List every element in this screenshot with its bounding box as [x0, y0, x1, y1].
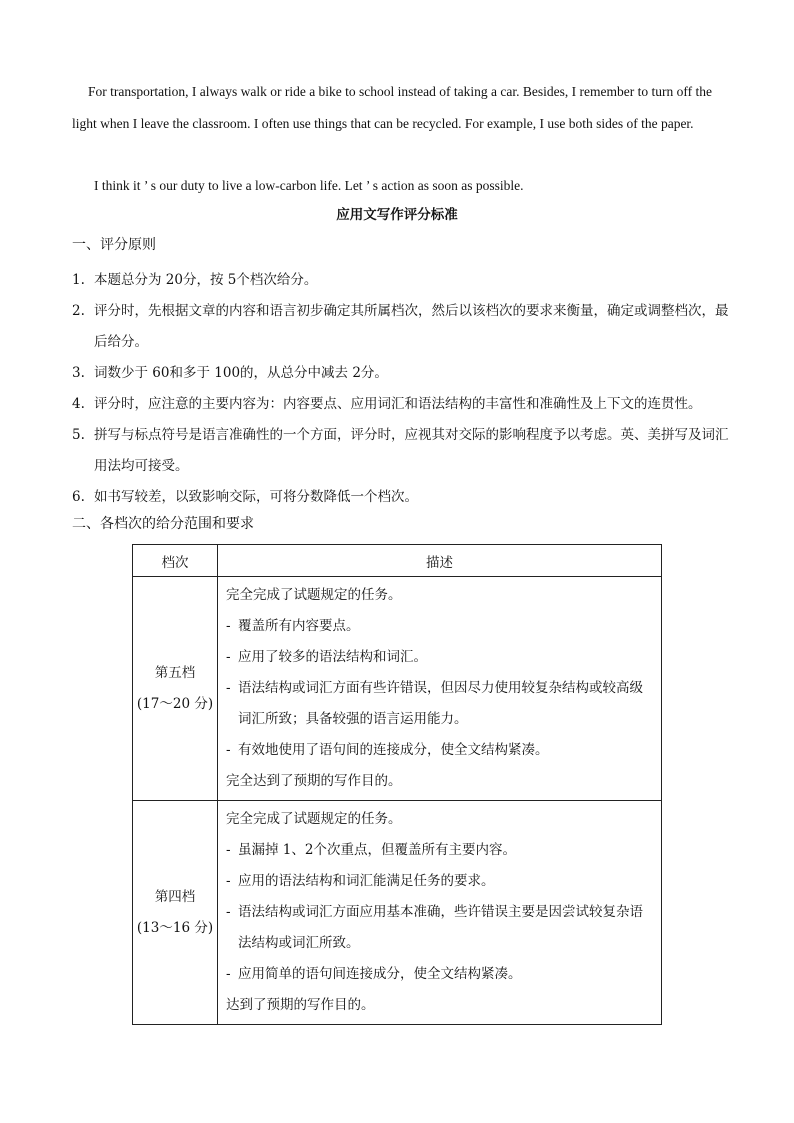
level-range: (17～20 分) — [136, 695, 214, 712]
essay-paragraph-1: For transportation, I always walk or ride a bike to school instead of taking a car. Besides, I remember to turn off the light when I leave the classroom. I often use things that can be recycled. For example, I use both sides of the paper. — [72, 84, 712, 131]
header-description: 描述 — [218, 545, 662, 577]
table-row — [133, 577, 662, 801]
level-range: (13～16 分) — [136, 919, 214, 936]
description-cell — [218, 577, 662, 801]
document-title: 应用文写作评分标准 — [336, 207, 458, 223]
list-item: 6. 如书写较差，以致影响交际，可将分数降低一个档次。 — [72, 489, 418, 505]
list-item: 4. 评分时，应注意的主要内容为：内容要点、应用词汇和语法结构的丰富性和准确性及上下文的连贯性。 — [72, 396, 702, 412]
scoring-principles-list — [72, 265, 732, 513]
description-bullet: - 应用的语法结构和词汇能满足任务的要求。 — [226, 873, 495, 889]
table-header-row — [133, 545, 662, 577]
essay-paragraph-2: I think it ’ s our duty to live a low-carbon life. Let ’ s action as soon as possible. — [94, 178, 524, 193]
description-cell — [218, 801, 662, 1025]
description-bullet: - 语法结构或词汇方面有些许错误，但因尽力使用较复杂结构或较高级词汇所致；具备较强的语言运用能力。 — [226, 680, 643, 727]
description-bullet: - 应用了较多的语法结构和词汇。 — [226, 649, 427, 665]
list-item: 2. 评分时，先根据文章的内容和语言初步确定其所属档次，然后以该档次的要求来衡量，确定或调整档次，最后给分。 — [72, 303, 729, 350]
list-item: 3. 词数少于 60和多于 100的，从总分中减去 2分。 — [72, 365, 388, 381]
description-bullet: - 覆盖所有内容要点。 — [226, 618, 360, 634]
description-outro: 达到了预期的写作目的。 — [226, 997, 375, 1013]
description-bullet: - 有效地使用了语句间的连接成分，使全文结构紧凑。 — [226, 742, 549, 758]
section-1-heading: 一、评分原则 — [72, 237, 156, 253]
description-bullet: - 应用简单的语句间连接成分，使全文结构紧凑。 — [226, 966, 522, 982]
list-item: 5. 拼写与标点符号是语言准确性的一个方面，评分时，应视其对交际的影响程度予以考虑。英、美拼写及词汇用法均可接受。 — [72, 427, 729, 474]
section-2-heading: 二、各档次的给分范围和要求 — [72, 516, 254, 532]
grading-table — [132, 544, 662, 1025]
list-item: 1. 本题总分为 20分，按 5个档次给分。 — [72, 272, 318, 288]
description-intro: 完全完成了试题规定的任务。 — [226, 811, 402, 827]
description-intro: 完全完成了试题规定的任务。 — [226, 587, 402, 603]
description-bullet: - 虽漏掉 1、2个次重点，但覆盖所有主要内容。 — [226, 842, 516, 858]
level-name: 第五档 — [154, 664, 196, 681]
level-cell — [133, 577, 218, 801]
level-cell — [133, 801, 218, 1025]
table-row — [133, 801, 662, 1025]
level-name: 第四档 — [154, 888, 196, 905]
header-level: 档次 — [133, 545, 218, 577]
description-outro: 完全达到了预期的写作目的。 — [226, 773, 402, 789]
description-bullet: - 语法结构或词汇方面应用基本准确，些许错误主要是因尝试较复杂语法结构或词汇所致。 — [226, 904, 643, 951]
